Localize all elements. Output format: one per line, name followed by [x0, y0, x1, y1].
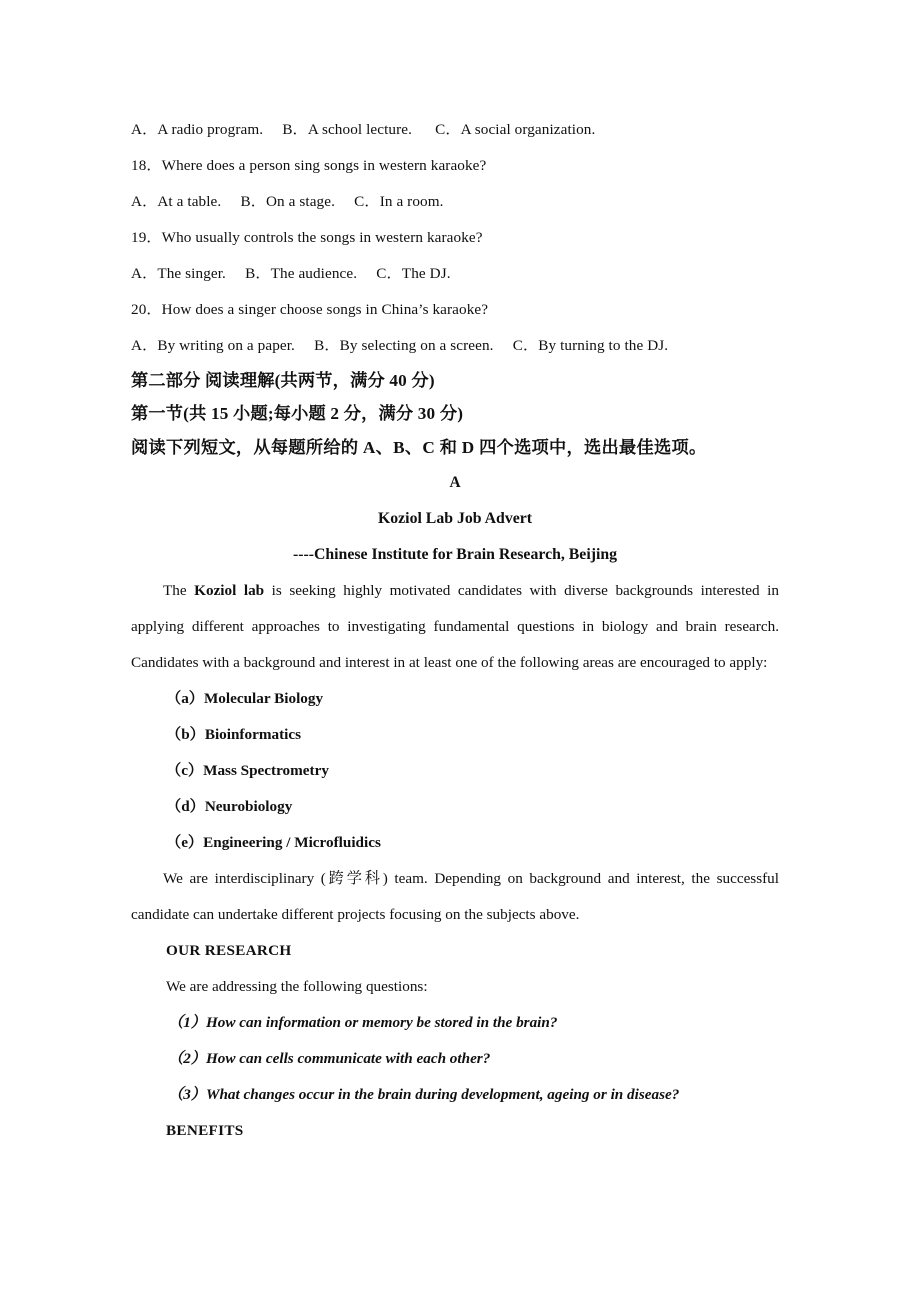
option-line-19: A．The singer. B．The audience. C．The DJ. — [131, 265, 451, 282]
research-area-e: （e）Engineering / Microfluidics — [166, 834, 381, 851]
research-lead-line: We are addressing the following questions: — [166, 978, 428, 995]
question-stem-20: 20．How does a singer choose songs in China’s karaoke? — [131, 301, 489, 318]
our-research-heading: OUR RESEARCH — [166, 942, 292, 959]
option-line-17: A．A radio program. B．A school lecture. C．A social organization. — [131, 121, 596, 138]
research-question-2: （2）How can cells communicate with each other? — [168, 1050, 491, 1067]
research-question-1: （1）How can information or memory be stored in the brain? — [168, 1014, 558, 1031]
option-line-20: A．By writing on a paper. B．By selecting on a screen. C．By turning to the DJ. — [131, 337, 669, 354]
research-question-3: （3）What changes occur in the brain during development, ageing or in disease? — [168, 1086, 680, 1103]
question-stem-19: 19．Who usually controls the songs in western karaoke? — [131, 229, 483, 246]
research-area-c: （c）Mass Spectrometry — [166, 762, 329, 779]
page-content — [131, 112, 779, 1149]
reading-instruction: 阅读下列短文，从每题所给的 A、B、C 和 D 四个选项中，选出最佳选项。 — [131, 438, 707, 457]
research-area-b: （b）Bioinformatics — [166, 726, 301, 743]
option-line-18: A．At a table. B．On a stage. C．In a room. — [131, 193, 444, 210]
team-paragraph: We are interdisciplinary (跨学科) team. Depending on background and interest, the successful candidate can undertake different projects focusing on the subjects above. — [131, 870, 779, 923]
intro-rest-text: is seeking highly motivated candidates with diverse backgrounds interested in applying different approaches to investigating fundamental questions in biology and brain research. Candidates with a background and interest in at least one of the following areas are encouraged to apply: — [131, 582, 779, 671]
research-area-a: （a）Molecular Biology — [166, 690, 324, 707]
research-area-d: （d）Neurobiology — [166, 798, 293, 815]
passage-label-a: A — [449, 474, 461, 491]
passage-title: Koziol Lab Job Advert — [377, 510, 533, 527]
koziol-lab-bold-term: Koziol lab — [194, 582, 265, 599]
section-header-section-one: 第一节(共 15 小题;每小题 2 分，满分 30 分) — [131, 404, 464, 423]
intro-lead-text: The — [163, 582, 195, 599]
question-stem-18: 18．Where does a person sing songs in western karaoke? — [131, 157, 487, 174]
benefits-heading: BENEFITS — [166, 1122, 244, 1139]
passage-subtitle: ----Chinese Institute for Brain Research, Beijing — [292, 546, 618, 563]
passage-intro-paragraph — [131, 573, 779, 681]
section-header-part-two: 第二部分 阅读理解(共两节，满分 40 分) — [131, 371, 435, 390]
